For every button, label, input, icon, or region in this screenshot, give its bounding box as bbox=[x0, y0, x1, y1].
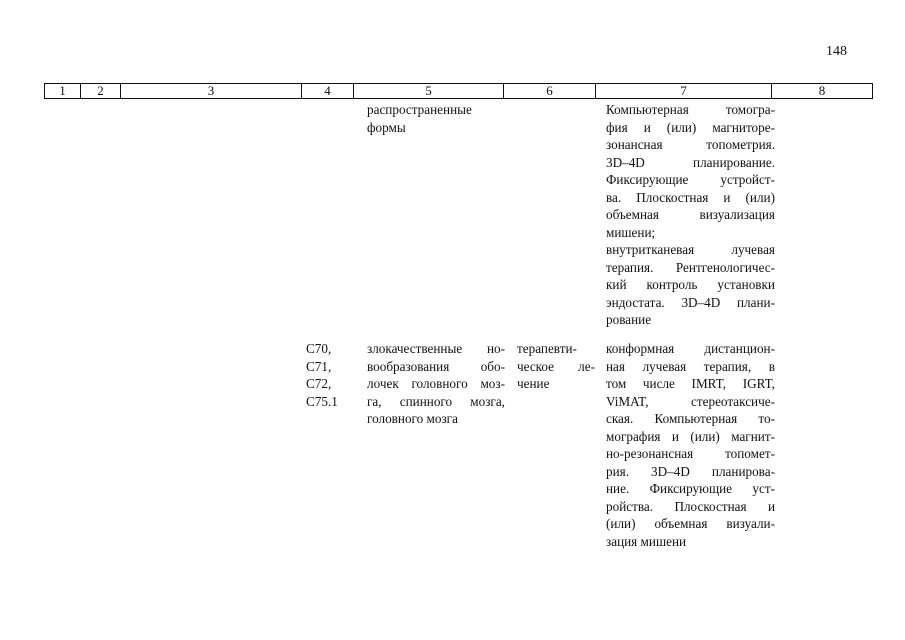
text-line: злокачественные но- bbox=[367, 341, 505, 356]
header-col-3: 3 bbox=[121, 84, 302, 99]
page-number: 148 bbox=[826, 44, 847, 59]
header-col-7: 7 bbox=[596, 84, 772, 99]
text-line: вообразования обо- bbox=[367, 358, 505, 374]
row1-col5-text bbox=[367, 101, 503, 136]
header-col-8: 8 bbox=[772, 84, 873, 99]
text-line: конформная дистанцион- bbox=[606, 341, 775, 356]
header-col-2: 2 bbox=[81, 84, 121, 99]
header-col-5: 5 bbox=[354, 84, 504, 99]
text-line: головного мозга bbox=[367, 411, 458, 426]
text-line: ная лучевая терапия, в bbox=[606, 358, 775, 374]
text-line: терапия. Рентгенологичес- bbox=[606, 259, 775, 275]
text-line: эндостата. 3D–4D плани- bbox=[606, 294, 775, 310]
row2-col4-codes bbox=[306, 340, 350, 410]
text-line: мография и (или) магнит- bbox=[606, 428, 775, 444]
header-col-1: 1 bbox=[45, 84, 81, 99]
text-line: Фиксирующие устройст- bbox=[606, 172, 775, 187]
row1-col7-text bbox=[606, 101, 775, 329]
text-line: рование bbox=[606, 312, 652, 327]
text-line: ViMAT, стереотаксиче- bbox=[606, 393, 775, 409]
text-line: распространенные bbox=[367, 102, 472, 117]
text-line: внутритканевая лучевая bbox=[606, 242, 775, 257]
text-line: зация мишени bbox=[606, 533, 687, 549]
header-col-4: 4 bbox=[302, 84, 354, 99]
text-line: C72, bbox=[306, 376, 332, 391]
text-line: кий контроль установки bbox=[606, 277, 775, 292]
text-line: объемная визуализация bbox=[606, 207, 775, 222]
text-line: рия. 3D–4D планирова- bbox=[606, 463, 775, 479]
row2-col7-text bbox=[606, 340, 775, 550]
text-line: ческое ле- bbox=[517, 358, 595, 374]
text-line: C71, bbox=[306, 358, 332, 374]
row2-col5-text bbox=[367, 340, 505, 428]
text-line: том числе IMRT, IGRT, bbox=[606, 376, 775, 391]
text-line: га, спинного мозга, bbox=[367, 393, 505, 409]
text-line: ва. Плоскостная и (или) bbox=[606, 189, 775, 205]
text-line: (или) объемная визуали- bbox=[606, 516, 775, 531]
text-line: чение bbox=[517, 376, 550, 391]
text-line: лочек головного моз- bbox=[367, 376, 505, 391]
text-line: формы bbox=[367, 119, 406, 135]
text-line: мишени; bbox=[606, 224, 656, 240]
text-line: но-резонансная топомет- bbox=[606, 446, 775, 461]
text-line: Компьютерная томогра- bbox=[606, 102, 775, 117]
header-col-6: 6 bbox=[504, 84, 596, 99]
text-line: ройства. Плоскостная и bbox=[606, 498, 775, 514]
text-line: C75.1 bbox=[306, 393, 338, 409]
text-line: зонансная топометрия. bbox=[606, 137, 775, 152]
column-number-header bbox=[44, 83, 873, 99]
text-line: 3D–4D планирование. bbox=[606, 154, 775, 170]
text-line: фия и (или) магниторе- bbox=[606, 119, 775, 135]
text-line: терапевти- bbox=[517, 341, 577, 356]
row2-col6-text bbox=[517, 340, 595, 393]
text-line: ние. Фиксирующие уст- bbox=[606, 481, 775, 496]
text-line: ская. Компьютерная то- bbox=[606, 411, 775, 426]
text-line: C70, bbox=[306, 341, 332, 356]
